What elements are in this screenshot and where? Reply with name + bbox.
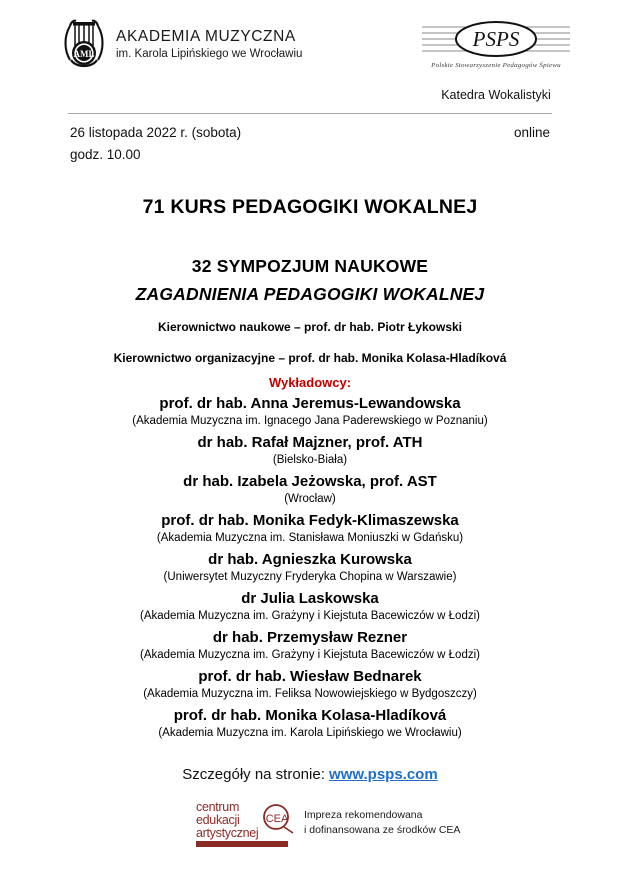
academy-text (116, 28, 302, 62)
website-link[interactable]: www.psps.com (329, 766, 438, 783)
lecturer-name: prof. dr hab. Monika Kolasa-Hladíková (173, 707, 447, 725)
lecturer-affiliation: (Uniwersytet Muzyczny Fryderyka Chopina w Warszawie) (163, 570, 457, 583)
organizational-leadership: Kierownictwo organizacyjne – prof. dr hab. Monika Kolasa-Hladíková (113, 351, 507, 365)
cea-underline-bar (196, 841, 288, 847)
lecturer-name: prof. dr hab. Wiesław Bednarek (198, 668, 422, 686)
scientific-leadership: Kierownictwo naukowe – prof. dr hab. Piotr Łykowski (157, 320, 463, 334)
lecturer-name: dr hab. Rafał Majzner, prof. ATH (197, 434, 423, 452)
lecturer-item (0, 472, 620, 507)
lecturers-heading: Wykładowcy: (268, 375, 352, 390)
lecturer-item (0, 511, 620, 546)
footer-note-line-1: Impreza rekomendowana (304, 809, 423, 821)
lecturer-affiliation: (Akademia Muzyczna im. Karola Lipińskiego we Wrocławiu) (158, 726, 462, 739)
lecturer-name: dr Julia Laskowska (241, 590, 379, 608)
details-label: Szczegóły na stronie: (182, 766, 330, 783)
header-divider (68, 113, 552, 114)
event-mode: online (513, 125, 550, 140)
leadership-block (0, 320, 620, 365)
lecturer-item (0, 550, 620, 585)
title-block (0, 196, 620, 305)
course-title: 71 KURS PEDAGOGIKI WOKALNEJ (142, 196, 478, 218)
lecturer-item (0, 589, 620, 624)
academy-subtitle: im. Karola Lipińskiego we Wrocławiu (116, 48, 303, 61)
svg-text:CEA: CEA (265, 813, 289, 825)
lecturer-name: dr hab. Agnieszka Kurowska (208, 551, 412, 569)
lecturer-item (0, 628, 620, 663)
cea-monogram-icon (262, 802, 294, 834)
lecturer-name: dr hab. Przemysław Rezner (212, 629, 408, 647)
svg-text:PSPS: PSPS (472, 27, 520, 51)
event-time: godz. 10.00 (70, 147, 141, 163)
lecturer-item (0, 394, 620, 429)
symposium-title: 32 SYMPOZJUM NAUKOWE (191, 256, 429, 276)
details-line (0, 766, 620, 783)
lecturer-item (0, 667, 620, 702)
footer-note (304, 801, 460, 838)
lecturer-affiliation: (Wrocław) (284, 492, 336, 505)
academy-logo-block (62, 16, 302, 74)
lecturer-item (0, 433, 620, 468)
symposium-theme: ZAGADNIENIA PEDAGOGIKI WOKALNEJ (135, 284, 485, 304)
cea-line-2: edukacji (196, 812, 240, 827)
lecturer-affiliation: (Bielsko-Biała) (272, 453, 348, 466)
svg-text:AML: AML (73, 49, 95, 59)
lyre-icon (62, 16, 106, 74)
academy-title: AKADEMIA MUZYCZNA (116, 28, 296, 46)
lecturer-affiliation: (Akademia Muzyczna im. Stanisława Moniuszki w Gdańsku) (156, 531, 464, 544)
event-date: 26 listopada 2022 r. (sobota) (70, 125, 242, 140)
lecturer-affiliation: (Akademia Muzyczna im. Grażyny i Kiejstuta Bacewiczów w Łodzi) (139, 648, 480, 661)
footer-note-line-2: i dofinansowana ze środków CEA (304, 824, 461, 837)
lecturer-affiliation: (Akademia Muzyczna im. Grażyny i Kiejstuta Bacewiczów w Łodzi) (139, 609, 480, 622)
lecturer-name: dr hab. Izabela Jeżowska, prof. AST (183, 473, 437, 491)
lecturer-name: prof. dr hab. Anna Jeremus-Lewandowska (159, 395, 461, 412)
lecturer-item (0, 706, 620, 741)
poster-header (0, 0, 620, 108)
association-caption: Polskie Stowarzyszenie Pedagogów Śpiewu (431, 61, 561, 69)
event-info (70, 122, 550, 167)
lecturer-affiliation: (Akademia Muzyczna im. Ignacego Jana Paderewskiego w Poznaniu) (132, 414, 488, 427)
department-label: Katedra Wokalistyki (441, 88, 551, 102)
lecturer-affiliation: (Akademia Muzyczna im. Feliksa Nowowiejskiego w Bydgoszczy) (143, 687, 477, 700)
association-logo-block (418, 18, 574, 69)
event-date-row (70, 122, 550, 144)
lecturers-block (0, 375, 620, 741)
footer-block (196, 801, 460, 847)
psps-staff-logo (418, 18, 574, 64)
cea-logo (196, 801, 288, 847)
cea-wordmark (196, 801, 288, 839)
cea-line-3: artystycznej (196, 825, 259, 840)
lecturer-name: prof. dr hab. Monika Fedyk-Klimaszewska (161, 512, 459, 530)
cea-line-1: centrum (196, 800, 240, 814)
